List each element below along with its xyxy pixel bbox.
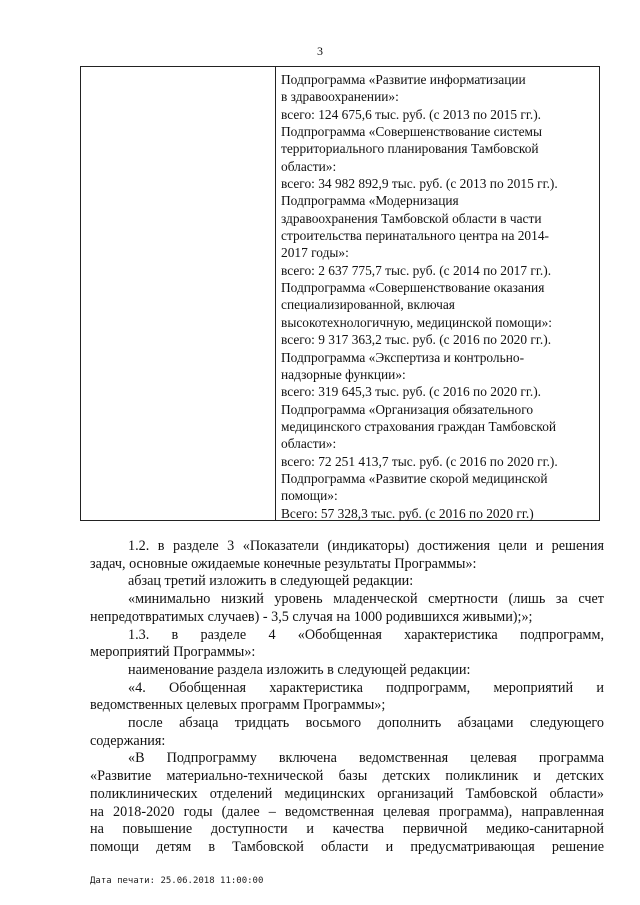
paragraph-vcp-2: «Развитие материально-технической базы детских поликлиник и детских (90, 768, 604, 785)
table-cell-line: здравоохранения Тамбовской области в части (281, 210, 542, 226)
table-cell-line: всего: 2 637 775,7 тыс. руб. (с 2014 по 2017 гг.). (281, 262, 552, 278)
table-cell-line: области»: (281, 436, 337, 452)
paragraph-section-4-title-cont: ведомственных целевых программ Программы»; (90, 697, 386, 714)
programs-table (80, 66, 600, 521)
paragraph-vcp-6: помощи детям в Тамбовской области и предусматривающая решение (90, 838, 604, 855)
table-cell-line: 2017 годы»: (281, 245, 349, 261)
table-cell-line: всего: 72 251 413,7 тыс. руб. (с 2016 по 2020 гг.). (281, 453, 558, 469)
table-cell-line: территориального планирования Тамбовской (281, 141, 539, 157)
table-cell-line: области»: (281, 158, 337, 174)
paragraph-after-38: после абзаца тридцать восьмого дополнить абзацами следующего (128, 715, 604, 732)
table-cell-line: надзорные функции»: (281, 366, 406, 382)
page-number: 3 (317, 44, 323, 58)
paragraph-1-2: 1.2. в разделе 3 «Показатели (индикаторы) достижения цели и решения (128, 538, 604, 554)
table-cell-line: всего: 319 645,3 тыс. руб. (с 2016 по 2020 гг.). (281, 384, 542, 400)
paragraph-abzac-3: абзац третий изложить в следующей редакции: (128, 573, 414, 590)
paragraph-1-2-cont: задач, основные ожидаемые конечные результаты Программы»: (90, 555, 477, 572)
table-cell-line: строительства перинатального центра на 2014- (281, 228, 549, 244)
table-cell-line: медицинского страхования граждан Тамбовской (281, 418, 557, 434)
table-cell-line: помощи»: (281, 488, 338, 504)
paragraph-vcp-3: поликлинических отделений медицинских организаций Тамбовской области» (90, 785, 604, 802)
paragraph-vcp-5: на повышение доступности и качества первичной медико-санитарной (90, 821, 604, 838)
paragraph-section-4-title: «4. Обобщенная характеристика подпрограмм, мероприятий и (128, 679, 604, 696)
paragraph-quote-mortality-cont: непредотвратимых случаев) - 3,5 случая на 1000 родившихся живыми);»; (90, 608, 533, 625)
paragraph-1-3-cont: мероприятий Программы»: (90, 644, 256, 661)
table-cell-line: высокотехнологичную, медицинской помощи»: (281, 314, 552, 330)
table-cell-line: в здравоохранении»: (281, 89, 399, 105)
paragraph-vcp-1: «В Подпрограмму включена ведомственная целевая программа (128, 750, 604, 767)
table-cell-line: Подпрограмма «Совершенствование системы (281, 124, 543, 140)
table-column-divider (275, 67, 276, 520)
table-cell-line: Всего: 57 328,3 тыс. руб. (с 2016 по 2020 гг.) (281, 505, 534, 521)
print-date: Дата печати: 25.06.2018 11:00:00 (90, 876, 264, 886)
paragraph-quote-mortality: «минимально низкий уровень младенческой смертности (лишь за счет (128, 591, 604, 608)
document-body (90, 538, 604, 857)
table-cell-line: всего: 124 675,6 тыс. руб. (с 2013 по 2015 гг.). (281, 106, 542, 122)
table-cell-line: Подпрограмма «Экспертиза и контрольно- (281, 349, 525, 365)
paragraph-section-name: наименование раздела изложить в следующей редакции: (128, 661, 471, 678)
table-cell-subprograms (281, 71, 595, 522)
paragraph-vcp-4: на 2018-2020 годы (далее – ведомственная целевая программа), направленная (90, 803, 604, 820)
table-cell-line: специализированной, включая (281, 297, 455, 313)
table-cell-line: Подпрограмма «Развитие скорой медицинской (281, 470, 548, 486)
table-cell-line: Подпрограмма «Развитие информатизации (281, 72, 526, 87)
table-cell-line: всего: 9 317 363,2 тыс. руб. (с 2016 по 2020 гг.). (281, 332, 552, 348)
table-cell-line: всего: 34 982 892,9 тыс. руб. (с 2013 по 2015 гг.). (281, 176, 558, 192)
table-cell-line: Подпрограмма «Организация обязательного (281, 401, 534, 417)
table-cell-line: Подпрограмма «Совершенствование оказания (281, 280, 545, 296)
paragraph-1-3: 1.3. в разделе 4 «Обобщенная характеристика подпрограмм, (128, 626, 604, 643)
paragraph-after-38-cont: содержания: (90, 732, 166, 749)
table-cell-line: Подпрограмма «Модернизация (281, 193, 459, 209)
